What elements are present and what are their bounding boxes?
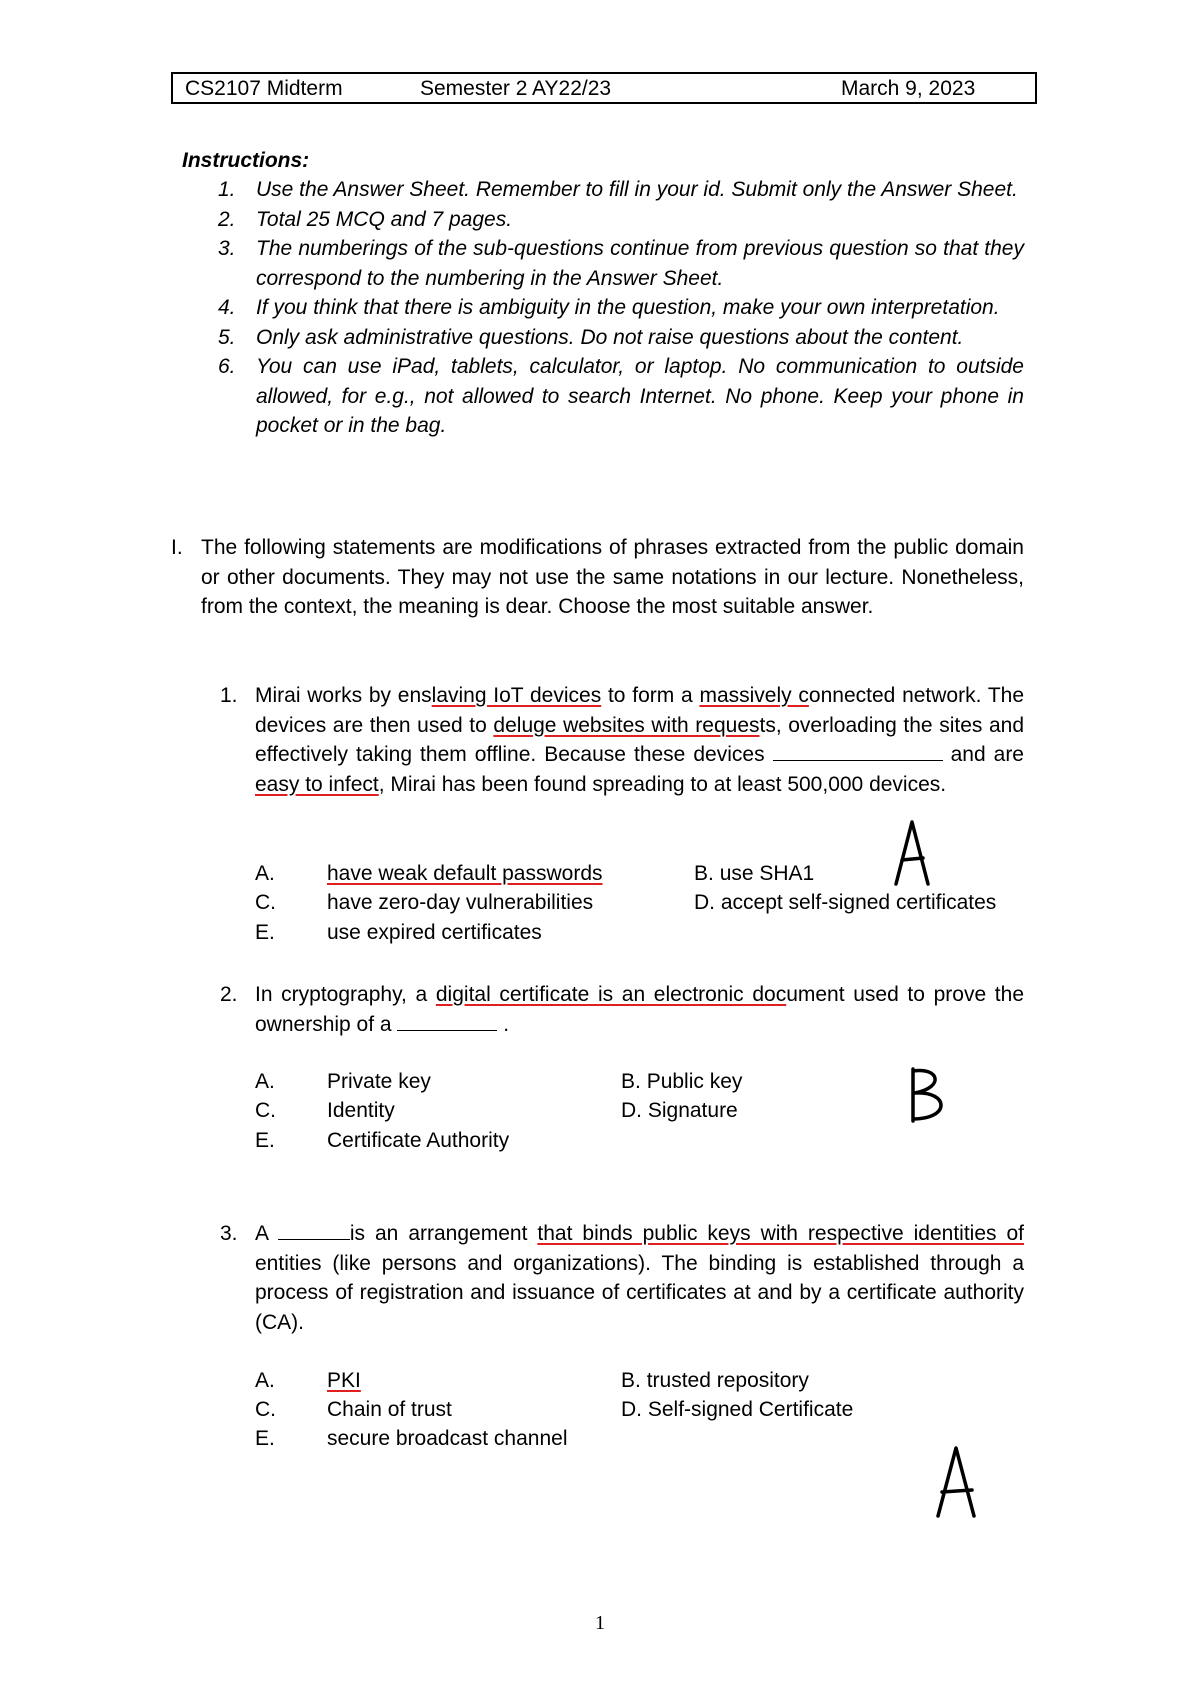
instruction-number: 2. [218,207,236,231]
option-letter: A. [255,1070,275,1093]
question-2 [220,980,1024,1039]
option-text: Private key [327,1070,431,1093]
option-letter: B. [621,1369,641,1392]
handwritten-answer-b [905,1065,955,1125]
option-letter: B. [694,862,714,885]
section-numeral: I. [171,536,183,559]
instruction-item [182,323,1024,353]
red-underline: massively c [699,684,809,707]
instruction-text: Use the Answer Sheet. Remember to fill in your id. Submit only the Answer Sheet. [256,178,1018,201]
option-letter: A. [255,862,275,885]
option-text: have zero-day vulnerabilities [327,891,594,914]
option-b [621,1366,809,1395]
option-c [255,1096,395,1125]
instruction-item [182,352,1024,441]
red-underline: digital certificate is an electronic doc [435,983,787,1006]
option-c [255,1395,452,1424]
option-a [255,1366,361,1395]
question-text [255,681,1024,799]
red-underline: laving IoT devices [431,684,602,707]
instruction-text: You can use iPad, tablets, calculator, or laptop. No communication to outside allowed, for e.g., not allowed to search Internet. No phone. Keep your phone in pocket or in the bag. [256,355,1024,437]
option-letter: D. [621,1099,642,1122]
option-letter: C. [255,1398,276,1421]
red-underline: easy to infect [255,772,379,796]
instructions-block [182,149,1024,441]
exam-header [171,72,1037,104]
option-d [621,1096,738,1125]
option-text: secure broadcast channel [327,1427,568,1450]
question-number: 2. [220,983,238,1006]
question-text-part: onnected network. The devices are then used to [255,684,1025,737]
option-letter: E. [255,1427,275,1450]
option-letter: D. [621,1398,642,1421]
handwritten-answer-a [890,818,940,888]
answer-blank [773,742,943,761]
option-text: use expired certificates [327,921,542,944]
instruction-text: The numberings of the sub-questions continue from previous question so that they correspond to the numbering in the Answer Sheet. [256,237,1024,290]
question-text-part: and are [942,743,1024,766]
option-text: accept self-signed certificates [720,891,997,914]
question-text-part: ts, overloading the sites and effectively taking them offline. Because these devices [255,713,1025,766]
handwritten-answer-a [930,1442,986,1520]
instruction-item [182,175,1024,205]
question-text-part: ument used to prove the ownership of a [255,983,1025,1036]
question-3 [220,1219,1024,1337]
option-text: use SHA1 [719,862,815,885]
option-b [621,1067,742,1096]
question-text-part: Mirai works by ens [255,684,432,707]
question-number: 3. [220,1222,238,1245]
option-text: trusted repository [646,1369,809,1392]
answer-blank [278,1221,350,1240]
instruction-number: 1. [218,178,236,201]
option-a [255,859,603,888]
option-text: Certificate Authority [327,1129,510,1152]
option-d [694,888,996,917]
question-number: 1. [220,684,238,707]
red-underline: deluge websites with reques [493,713,760,737]
instruction-number: 5. [218,325,236,349]
option-letter: C. [255,891,276,914]
exam-date: March 9, 2023 [841,77,976,100]
instruction-text: Total 25 MCQ and 7 pages. [256,207,513,231]
question-1 [220,681,1024,799]
question-text-part: is an arrangement [349,1222,538,1245]
question-text [255,980,1024,1039]
option-text: Chain of trust [327,1398,452,1421]
option-e [255,1424,568,1453]
option-letter: C. [255,1099,276,1122]
option-text: Self-signed Certificate [647,1398,854,1421]
question-text-part: . [497,1012,510,1036]
instruction-text: If you think that there is ambiguity in the question, make your own interpretation. [256,296,1000,319]
option-c [255,888,593,917]
section-one [171,533,1024,622]
question-text [255,1219,1024,1337]
option-text: Signature [647,1099,738,1122]
section-intro: The following statements are modifications of phrases extracted from the public domain or other documents. They may not use the same notations in our lecture. Nonetheless, from the context, the meaning is dear. Choose the most suitable answer. [201,536,1024,618]
red-underline: that binds public keys with respective identities of [537,1222,1024,1245]
question-text-part: entities (like persons and organizations). The binding is established through a process of registration and issuance of certificates at and by a certificate authority (CA). [255,1251,1024,1334]
option-text: PKI [327,1369,361,1392]
option-d [621,1395,853,1424]
option-text: Identity [327,1099,395,1122]
instruction-item [182,234,1024,293]
instruction-number: 3. [218,237,236,260]
option-e [255,1126,509,1155]
instructions-title: Instructions: [182,149,310,172]
answer-blank [397,1012,497,1031]
instruction-number: 4. [218,296,236,319]
instruction-number: 6. [218,355,236,378]
option-b [694,859,814,888]
question-text-part: , Mirai has been found spreading to at least 500,000 devices. [378,772,947,796]
option-e [255,918,542,947]
question-text-part: A [255,1222,278,1245]
instruction-item [182,205,1024,235]
page-number: 1 [595,1612,605,1634]
semester-label: Semester 2 AY22/23 [420,77,612,100]
option-text: Public key [646,1070,743,1093]
option-letter: E. [255,1129,275,1152]
option-text: have weak default passwords [327,862,603,885]
question-text-part: In cryptography, a [255,983,436,1006]
option-letter: A. [255,1369,275,1392]
option-letter: B. [621,1070,641,1093]
option-a [255,1067,431,1096]
question-text-part: to form a [601,684,700,707]
course-title: CS2107 Midterm [185,77,343,100]
option-letter: D. [694,891,715,914]
instruction-text: Only ask administrative questions. Do not raise questions about the content. [256,325,964,349]
instructions-list [182,175,1024,441]
instruction-item [182,293,1024,323]
option-letter: E. [255,921,275,944]
